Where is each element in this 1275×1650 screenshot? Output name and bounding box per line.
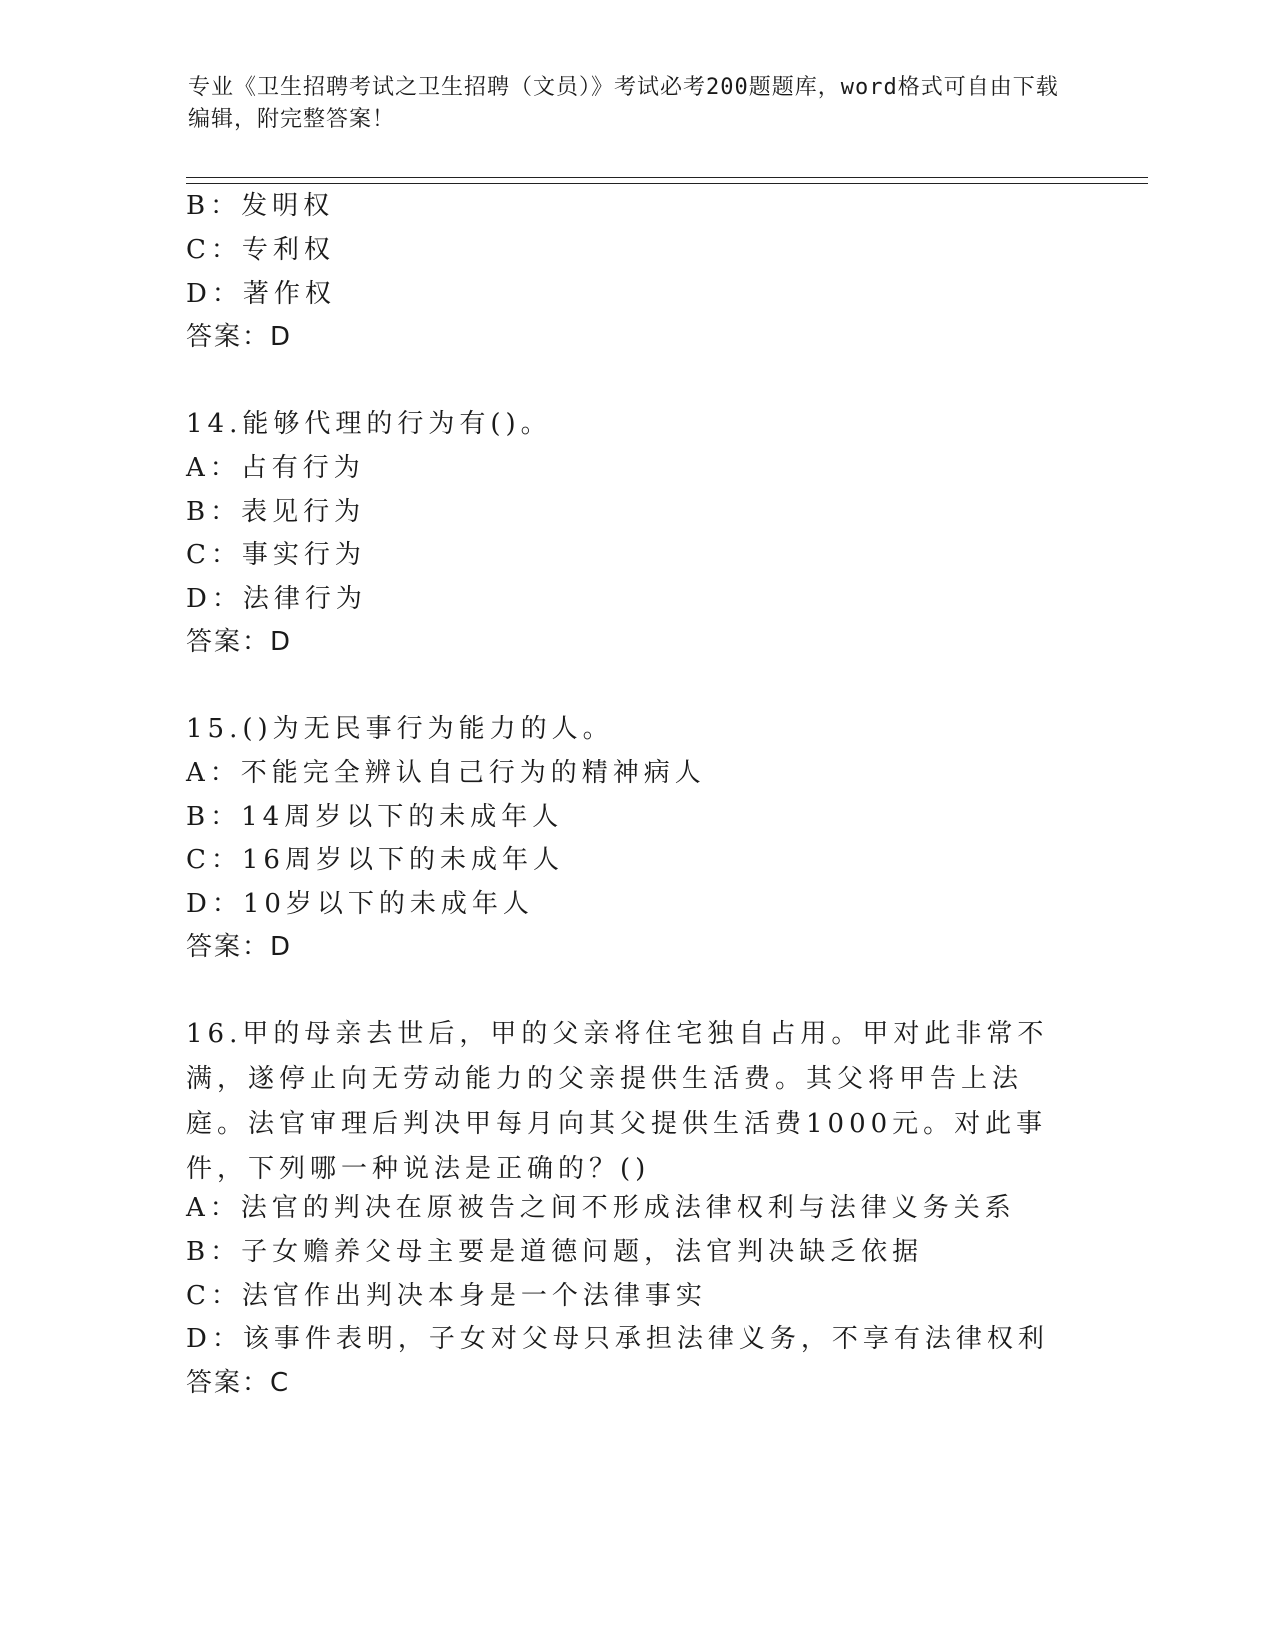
q13-option-b: B：发明权 [186,191,335,221]
q16-option-d: D：该事件表明，子女对父母只承担法律义务，不享有法律权利 [186,1324,1049,1354]
q14-option-c: C：事实行为 [186,540,366,570]
document-header: 专业《卫生招聘考试之卫生招聘（文员）》考试必考200题题库，word格式可自由下载编辑，附完整答案！ [188,75,1059,132]
header-rule-bottom [186,183,1148,184]
q16-question: 16.甲的母亲去世后，甲的父亲将住宅独自占用。甲对此非常不满，遂停止向无劳动能力的父亲提供生活费。其父将甲告上法庭。法官审理后判决甲每月向其父提供生活费1000元。对此事件，下列哪一种说法是正确的？() [186,1019,1049,1184]
q16-option-a: A：法官的判决在原被告之间不形成法律权利与法律义务关系 [186,1193,1016,1223]
q15-option-b: B：14周岁以下的未成年人 [186,802,564,832]
q16-answer: 答案：C [186,1368,291,1398]
q15-option-a: A：不能完全辨认自己行为的精神病人 [186,758,706,788]
q14-question: 14.能够代理的行为有()。 [186,409,552,439]
q13-answer: 答案：D [186,322,293,352]
q16-option-c: C：法官作出判决本身是一个法律事实 [186,1281,707,1311]
q13-option-d: D：著作权 [186,279,336,309]
q14-answer: 答案：D [186,627,293,657]
q14-option-a: A：占有行为 [186,453,365,483]
q14-option-d: D：法律行为 [186,584,367,614]
header-rule-top [186,177,1148,178]
q15-option-c: C：16周岁以下的未成年人 [186,845,564,875]
q13-option-c: C：专利权 [186,235,335,265]
q16-option-b: B：子女赡养父母主要是道德问题，法官判决缺乏依据 [186,1237,924,1267]
q15-option-d: D：10岁以下的未成年人 [186,889,534,919]
q15-answer: 答案：D [186,932,293,962]
q14-option-b: B：表见行为 [186,497,366,527]
q15-question: 15.()为无民事行为能力的人。 [186,714,614,744]
